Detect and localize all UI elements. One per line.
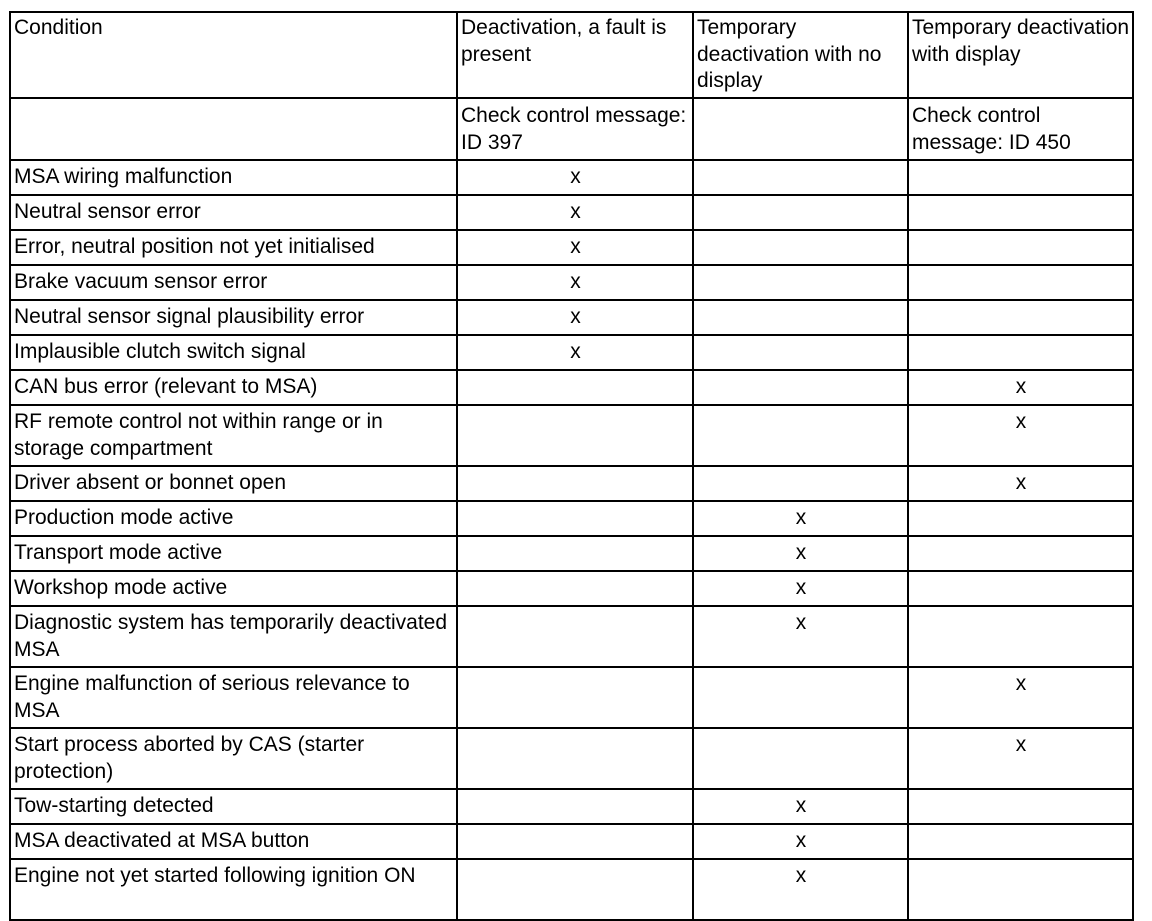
display-mark-cell: x bbox=[908, 405, 1133, 466]
condition-cell: Workshop mode active bbox=[10, 571, 457, 606]
condition-cell: Brake vacuum sensor error bbox=[10, 265, 457, 300]
condition-cell: RF remote control not within range or in storage compartment bbox=[10, 405, 457, 466]
header-temporary-with-display: Temporary deactivation with display bbox=[908, 12, 1133, 98]
display-mark-cell bbox=[908, 300, 1133, 335]
no-display-mark-cell: x bbox=[693, 536, 908, 571]
table-row bbox=[10, 370, 1133, 405]
condition-cell: Neutral sensor signal plausibility error bbox=[10, 300, 457, 335]
no-display-mark-cell bbox=[693, 265, 908, 300]
subheader-check-control-397: Check control message: ID 397 bbox=[457, 98, 693, 160]
no-display-mark-cell bbox=[693, 160, 908, 195]
fault-mark-cell bbox=[457, 824, 693, 859]
fault-mark-cell bbox=[457, 606, 693, 667]
header-condition: Condition bbox=[10, 12, 457, 98]
display-mark-cell bbox=[908, 230, 1133, 265]
fault-mark-cell bbox=[457, 370, 693, 405]
condition-cell: Production mode active bbox=[10, 501, 457, 536]
table-row bbox=[10, 265, 1133, 300]
display-mark-cell: x bbox=[908, 667, 1133, 728]
no-display-mark-cell: x bbox=[693, 501, 908, 536]
fault-mark-cell: x bbox=[457, 195, 693, 230]
display-mark-cell bbox=[908, 789, 1133, 824]
no-display-mark-cell bbox=[693, 667, 908, 728]
table-row bbox=[10, 571, 1133, 606]
display-mark-cell bbox=[908, 571, 1133, 606]
table-row bbox=[10, 728, 1133, 789]
no-display-mark-cell: x bbox=[693, 789, 908, 824]
table-row bbox=[10, 536, 1133, 571]
no-display-mark-cell: x bbox=[693, 859, 908, 920]
no-display-mark-cell bbox=[693, 230, 908, 265]
condition-cell: Neutral sensor error bbox=[10, 195, 457, 230]
fault-mark-cell bbox=[457, 789, 693, 824]
no-display-mark-cell: x bbox=[693, 571, 908, 606]
no-display-mark-cell bbox=[693, 728, 908, 789]
condition-cell: MSA wiring malfunction bbox=[10, 160, 457, 195]
no-display-mark-cell bbox=[693, 300, 908, 335]
condition-cell: Engine not yet started following ignition ON bbox=[10, 859, 457, 920]
condition-cell: Engine malfunction of serious relevance to MSA bbox=[10, 667, 457, 728]
table-row bbox=[10, 466, 1133, 501]
fault-mark-cell: x bbox=[457, 265, 693, 300]
fault-mark-cell bbox=[457, 859, 693, 920]
fault-mark-cell bbox=[457, 728, 693, 789]
table-row bbox=[10, 160, 1133, 195]
condition-cell: Implausible clutch switch signal bbox=[10, 335, 457, 370]
condition-cell: Diagnostic system has temporarily deactivated MSA bbox=[10, 606, 457, 667]
header-temporary-no-display: Temporary deactivation with no display bbox=[693, 12, 908, 98]
display-mark-cell bbox=[908, 606, 1133, 667]
fault-mark-cell: x bbox=[457, 335, 693, 370]
table-row bbox=[10, 667, 1133, 728]
subheader-check-control-450: Check control message: ID 450 bbox=[908, 98, 1133, 160]
fault-mark-cell: x bbox=[457, 230, 693, 265]
condition-cell: Tow-starting detected bbox=[10, 789, 457, 824]
condition-cell: Error, neutral position not yet initialised bbox=[10, 230, 457, 265]
condition-cell: Transport mode active bbox=[10, 536, 457, 571]
table-row bbox=[10, 230, 1133, 265]
condition-cell: MSA deactivated at MSA button bbox=[10, 824, 457, 859]
display-mark-cell bbox=[908, 824, 1133, 859]
table-row bbox=[10, 195, 1133, 230]
display-mark-cell bbox=[908, 501, 1133, 536]
no-display-mark-cell: x bbox=[693, 824, 908, 859]
display-mark-cell: x bbox=[908, 370, 1133, 405]
subheader-condition bbox=[10, 98, 457, 160]
fault-mark-cell bbox=[457, 571, 693, 606]
table-row bbox=[10, 606, 1133, 667]
fault-mark-cell bbox=[457, 466, 693, 501]
fault-mark-cell bbox=[457, 501, 693, 536]
display-mark-cell bbox=[908, 859, 1133, 920]
table-row bbox=[10, 501, 1133, 536]
condition-cell: Driver absent or bonnet open bbox=[10, 466, 457, 501]
fault-mark-cell bbox=[457, 405, 693, 466]
no-display-mark-cell bbox=[693, 466, 908, 501]
fault-mark-cell: x bbox=[457, 160, 693, 195]
display-mark-cell bbox=[908, 265, 1133, 300]
table-row bbox=[10, 405, 1133, 466]
subheader-empty bbox=[693, 98, 908, 160]
table-row bbox=[10, 824, 1133, 859]
table-row bbox=[10, 335, 1133, 370]
table-row bbox=[10, 789, 1133, 824]
no-display-mark-cell bbox=[693, 335, 908, 370]
fault-mark-cell bbox=[457, 667, 693, 728]
no-display-mark-cell bbox=[693, 195, 908, 230]
no-display-mark-cell: x bbox=[693, 606, 908, 667]
header-deactivation-fault: Deactivation, a fault is present bbox=[457, 12, 693, 98]
display-mark-cell: x bbox=[908, 466, 1133, 501]
display-mark-cell bbox=[908, 195, 1133, 230]
fault-mark-cell: x bbox=[457, 300, 693, 335]
header-row bbox=[10, 12, 1133, 98]
no-display-mark-cell bbox=[693, 405, 908, 466]
msa-deactivation-table bbox=[9, 11, 1134, 921]
condition-cell: Start process aborted by CAS (starter protection) bbox=[10, 728, 457, 789]
display-mark-cell: x bbox=[908, 728, 1133, 789]
table-row bbox=[10, 859, 1133, 920]
table-row bbox=[10, 300, 1133, 335]
fault-mark-cell bbox=[457, 536, 693, 571]
display-mark-cell bbox=[908, 160, 1133, 195]
no-display-mark-cell bbox=[693, 370, 908, 405]
display-mark-cell bbox=[908, 335, 1133, 370]
subheader-row bbox=[10, 98, 1133, 160]
display-mark-cell bbox=[908, 536, 1133, 571]
condition-cell: CAN bus error (relevant to MSA) bbox=[10, 370, 457, 405]
